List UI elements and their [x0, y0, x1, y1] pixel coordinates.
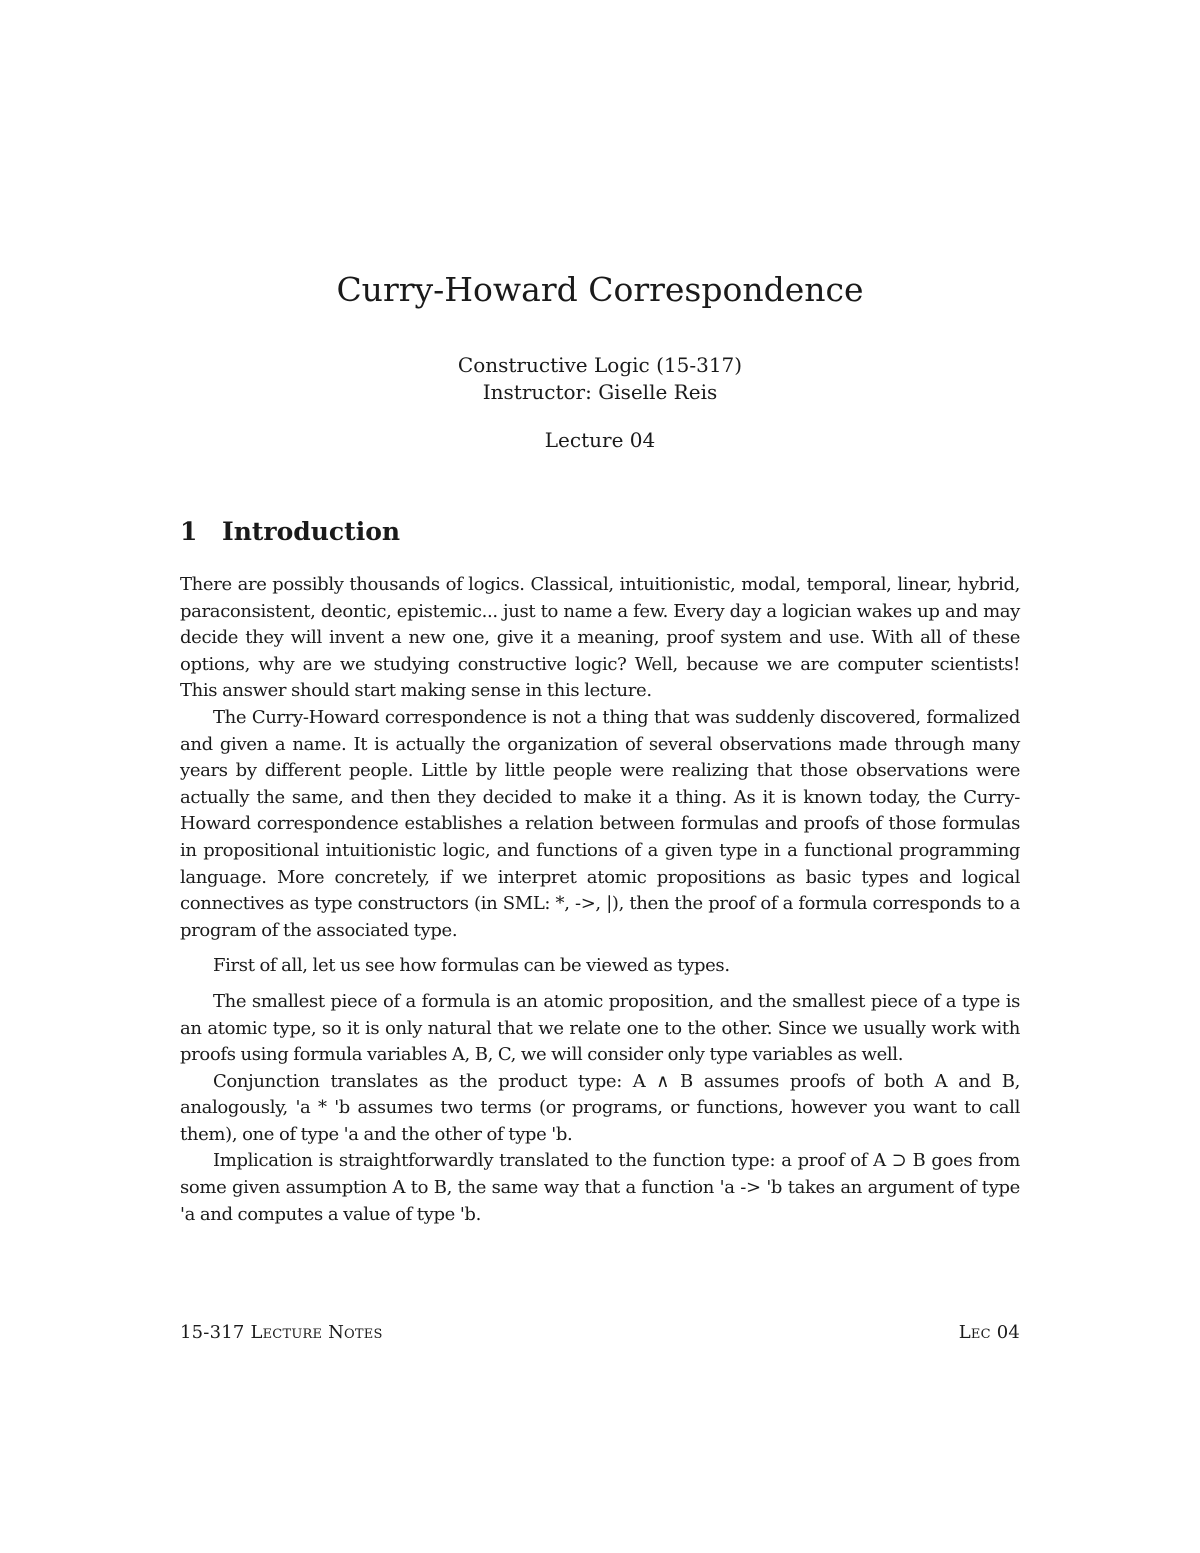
section-number: 1	[180, 517, 198, 546]
section-title: Introduction	[222, 517, 401, 546]
paragraph-3: First of all, let us see how formulas can be viewed as types.	[213, 955, 730, 977]
section-heading	[180, 516, 400, 548]
paragraph-2: The Curry-Howard correspondence is not a thing that was suddenly discovered, formalized and given a name. It is actually the organization of several observations made through many years by different people. Little by little people were realizing that those observations were actually the same, and then they decided to make it a thing. As it is known today, the Curry-Howard correspondence establishes a relation between formulas and proofs of those formulas in propositional intuitionistic logic, and functions of a given type in a functional programming language. More concretely, if we interpret atomic propositions as basic types and logical connectives as type constructors (in SML: *, ->, |), then the proof of a formula corresponds to a program of the associated type.	[180, 706, 1020, 941]
paragraph-5: Conjunction translates as the product type: A ∧ B assumes proofs of both A and B, analogously, 'a * 'b assumes two terms (or programs, or functions, however you want to call them), one of type 'a and the other of type 'b.	[180, 1070, 1020, 1145]
paragraph-6: Implication is straightforwardly translated to the function type: a proof of A ⊃ B goes from some given assumption A to B, the same way that a function 'a -> 'b takes an argument of type 'a and computes a value of type 'b.	[180, 1150, 1020, 1225]
footer-lecture-number: Lec 04	[958, 1322, 1020, 1343]
document-title: Curry-Howard Correspondence	[336, 270, 864, 309]
course-name: Constructive Logic (15-317)	[457, 353, 743, 377]
footer-course-notes: 15-317 Lecture Notes	[180, 1322, 383, 1343]
paragraph-1: There are possibly thousands of logics. Classical, intuitionistic, modal, temporal, linear, hybrid, paraconsistent, deontic, epistemic... just to name a few. Every day a logician wakes up and may decide they will invent a new one, give it a meaning, proof system and use. With all of these options, why are we studying constructive logic? Well, because we are computer scientists! This answer should start making sense in this lecture.	[180, 574, 1020, 702]
lecture-number: Lecture 04	[544, 428, 656, 452]
paragraph-4: The smallest piece of a formula is an atomic proposition, and the smallest piece of a type is an atomic type, so it is only natural that we relate one to the other. Since we usually work with proofs using formula variables A, B, C, we will consider only type variables as well.	[180, 990, 1020, 1066]
section-body	[180, 572, 1020, 1228]
instructor-name: Instructor: Giselle Reis	[482, 380, 718, 404]
